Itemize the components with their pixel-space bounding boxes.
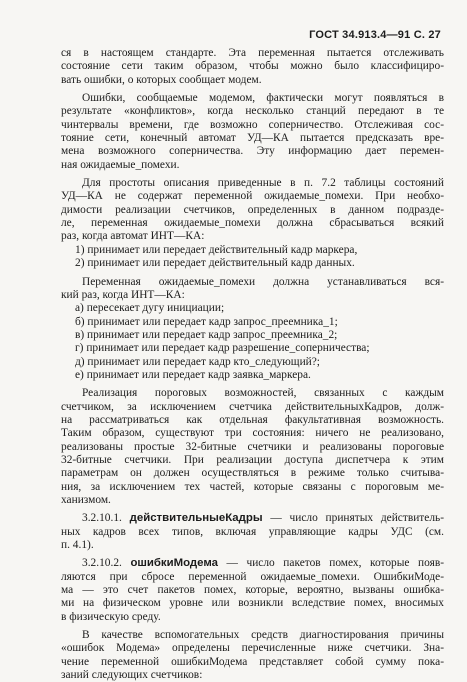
definition-heading-line <box>61 557 444 570</box>
text-line: реализованы простые 32-битные счетчики и реализованы пороговые <box>61 440 444 453</box>
text-line: чение переменной ошибкиМодема представляет собой сумму пока- <box>61 655 444 668</box>
text-line: результате «конфликтов», когда несколько станций передают в те <box>61 105 444 118</box>
text-line: ляются при сбросе переменной ожидаемые_помехи. ОшибкиМоде- <box>61 570 444 583</box>
text-line: «ошибок Модема» определены перечисленные ниже счетчики. Зна- <box>61 642 444 655</box>
text-line: ма — это счет пакетов помех, которые, вероятно, вызваны ошибка- <box>61 584 444 597</box>
text-line: ся в настоящем стандарте. Эта переменная пытается отслеживать <box>61 47 444 59</box>
clause-number: 3.2.10.2. <box>82 557 131 570</box>
text-line: кий раз, когда ИНТ—КА: <box>61 288 185 301</box>
text-line: в физическую среду. <box>61 610 161 623</box>
text-line: чинтервалы времени, где возможно соперничество. Отслеживая сос- <box>61 118 444 131</box>
definition-paragraph <box>61 512 444 552</box>
text-line: п. 4.1). <box>61 539 94 552</box>
definition-paragraph <box>61 557 444 624</box>
definition-text: — число пакетов помех, которые появ- <box>217 557 444 570</box>
text-line: тояние сети, конечный автомат УД—КА пытается предсказать вре- <box>61 132 444 145</box>
text-line: на рассматриваться как отдельная факультативная возможность. <box>61 413 444 426</box>
document-body <box>61 47 444 682</box>
page-header: ГОСТ 34.913.4—91 С. 27 <box>309 29 441 41</box>
text-line: вать ошибки, о которых сообщает модем. <box>61 73 262 86</box>
text-line: счетчиком, за исключением счетчика действительныхКадров, долж- <box>61 400 444 413</box>
definition-heading-line <box>61 512 444 525</box>
text-line: Для простоты описания приведенные в п. 7.2 таблицы состояний <box>82 177 444 190</box>
text-line: состояние сети таким образом, чтобы можно было классифициро- <box>61 60 444 73</box>
text-line: е) принимает или передает кадр заявка_маркера. <box>75 368 311 381</box>
text-line: 32-битные счетчики. При реализации доступа диспетчера к этим <box>61 453 444 466</box>
text-line: ных кадров всех типов, включая управляющие кадры УДС (см. <box>61 525 444 538</box>
text-line: Таким образом, существуют три состояния: ничего не реализовано, <box>61 427 444 440</box>
text-line: ния, за исключением тех частей, которые связаны с пороговым ме- <box>61 480 444 493</box>
paragraph <box>61 47 444 87</box>
text-line: г) принимает или передает кадр разрешение_соперничества; <box>75 342 370 355</box>
text-line: в) принимает или передает кадр запрос_преемника_2; <box>75 328 338 341</box>
paragraph <box>61 276 444 383</box>
text-line: УД—КА не содержат переменной ожидаемые_помехи. При необхо- <box>61 190 444 203</box>
text-line: а) пересекает дугу инициации; <box>75 302 225 315</box>
text-line: раз, когда автомат ИНТ—КА: <box>61 230 205 243</box>
definition-text: — число принятых действитель- <box>262 512 445 525</box>
paragraph <box>61 177 444 270</box>
paragraph <box>61 387 444 507</box>
text-line: димости реализации счетчиков, определенных в данном подразде- <box>61 203 444 216</box>
text-line: параметрам он должен осуществляться в режиме только считыва- <box>61 467 444 480</box>
text-line: ле, переменная ожидаемые_помехи должна сбрасываться всякий <box>61 217 444 230</box>
text-line: ная ожидаемые_помехи. <box>61 158 180 171</box>
text-line: 1) принимает или передает действительный кадр маркера, <box>75 243 358 256</box>
text-line: 2) принимает или передает действительный кадр данных. <box>75 257 355 270</box>
clause-number: 3.2.10.1. <box>82 512 130 525</box>
text-line: б) принимает или передает кадр запрос_преемника_1; <box>75 315 338 328</box>
text-line: ханизмом. <box>61 494 111 506</box>
paragraph <box>61 629 444 682</box>
text-line: В качестве вспомогательных средств диагностирования причины <box>82 629 444 642</box>
text-line: Переменная ожидаемые_помехи должна устанавливаться вся- <box>82 275 444 288</box>
text-line: д) принимает или передает кадр кто_следующий?; <box>75 355 320 368</box>
text-line: Ошибки, сообщаемые модемом, фактически могут появляться в <box>82 92 444 105</box>
defined-term: ошибкиМодема <box>130 557 218 570</box>
text-line: заний следующих счетчиков: <box>61 669 203 682</box>
paragraph <box>61 92 444 172</box>
text-line: мена возможного соперничества. Эту информацию дает перемен- <box>61 145 444 158</box>
text-line: Реализация пороговых возможностей, связанных с каждым <box>82 387 444 400</box>
defined-term: действительныеКадры <box>129 512 263 525</box>
text-line: ми на физическом уровне или возникли вследствие помех, вносимых <box>61 597 444 610</box>
